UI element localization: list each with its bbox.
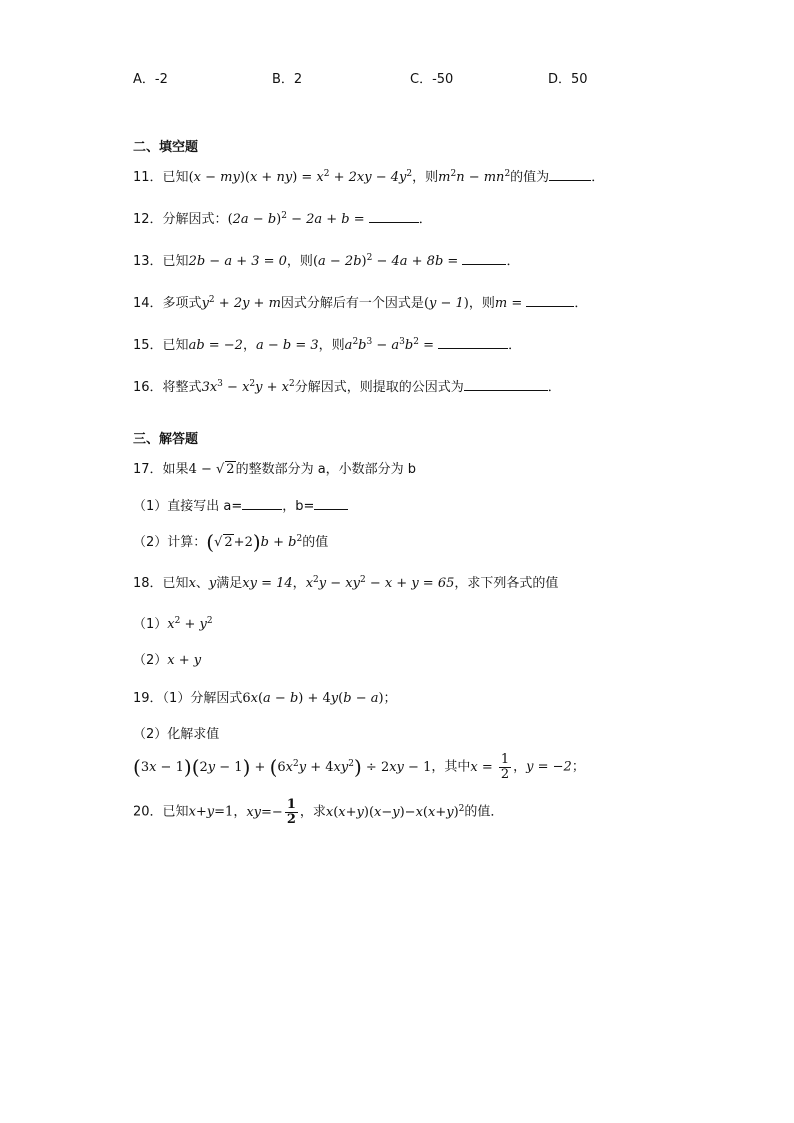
question-text: （2）计算： (133, 535, 207, 550)
question-number: 15． (133, 338, 163, 353)
punctuation: ． (508, 338, 522, 353)
math-expression: $x^2y - xy^2 - x + y = 65$ (305, 575, 455, 591)
math-expression: $x^2 + y^2$ (167, 616, 213, 632)
question-text: 分解因式，则提取的公因式为 (294, 380, 464, 395)
question-text: ，则 (468, 296, 495, 311)
question-text: ，b= (282, 499, 315, 514)
math-expression: $y^2 + 2y + m$ (201, 295, 281, 311)
question-19-part-1 (133, 687, 397, 706)
question-number: 16． (133, 380, 163, 395)
question-text: （1） (133, 617, 168, 632)
question-text: （1）直接写出 a= (133, 499, 243, 514)
punctuation: ， (292, 576, 306, 591)
question-18 (133, 572, 558, 591)
answer-blank[interactable] (462, 252, 506, 265)
question-text: 已知 (162, 254, 189, 269)
math-expression: (y − 1) (423, 296, 469, 311)
math-expression: $3x^3 - x^2y + x^2$ (201, 379, 295, 395)
question-text: （1）分解因式 (162, 691, 243, 706)
question-text: ，则 (412, 170, 439, 185)
choice-b[interactable]: B．2 (272, 72, 303, 87)
question-14 (133, 292, 587, 311)
question-number: 20． (133, 804, 163, 820)
punctuation: ； (383, 691, 397, 706)
punctuation: ． (418, 212, 432, 227)
math-expression: 6x(a − b) + 4y(b − a) (242, 691, 384, 706)
section-2-heading: 二、填空题 (133, 140, 199, 155)
math-expression: x+y=1 (188, 804, 234, 820)
question-19-part-2 (133, 723, 219, 742)
question-text: ，则 (286, 254, 313, 269)
question-20 (133, 798, 503, 826)
question-text: ，求 (299, 804, 326, 820)
question-text: 已知 (162, 804, 189, 820)
answer-blank[interactable] (242, 497, 282, 510)
punctuation: ． (547, 380, 561, 395)
question-text: 的值为 (510, 170, 550, 185)
math-expression: ab = −2 (188, 338, 243, 353)
question-text: ，则 (318, 338, 345, 353)
answer-blank[interactable] (464, 378, 548, 391)
question-12 (133, 208, 432, 227)
question-number: 17． (133, 462, 163, 477)
choice-c[interactable]: C．-50 (410, 72, 454, 87)
math-variable: y (208, 576, 217, 591)
question-text: 分解因式： (162, 212, 228, 227)
math-expression: $(a - 2b)^2 - 4a + 8b$ = (312, 253, 463, 269)
punctuation: ． (591, 170, 605, 185)
answer-blank[interactable] (438, 336, 508, 349)
math-expression: (√ $2+2)b + b^2$ (206, 530, 303, 554)
question-17 (133, 458, 416, 477)
question-16 (133, 376, 561, 395)
math-variable: x (188, 576, 196, 591)
question-text: 因式分解后有一个因式是 (280, 296, 424, 311)
math-expression: xy = 14 (242, 576, 293, 591)
math-expression: 2b − a + 3 = 0 (188, 254, 287, 269)
question-text: 已知 (162, 338, 189, 353)
math-expression: $a^2b^3 - a^3b^2$ = (344, 337, 439, 353)
question-text: 多项式 (162, 296, 202, 311)
question-18-part-1 (133, 613, 213, 632)
math-expression: $(x - my)(x + ny) = x^2 + 2xy - 4y^2$ (188, 169, 413, 185)
question-text: 的整数部分为 a，小数部分为 b (235, 462, 417, 477)
punctuation: ． (506, 254, 520, 269)
answer-blank[interactable] (526, 294, 574, 307)
question-11 (133, 166, 604, 185)
math-expression: x + y (167, 653, 202, 668)
punctuation: ， (513, 759, 527, 775)
punctuation: ； (571, 759, 585, 775)
question-18-part-2 (133, 649, 201, 668)
question-number: 14． (133, 296, 163, 311)
math-expression: $m^2n - mn^2$ (438, 169, 511, 185)
math-expression: $(2a - b)^2 - 2a + b$ = (227, 211, 369, 227)
answer-blank[interactable] (369, 210, 419, 223)
answer-blank[interactable] (549, 168, 591, 181)
question-19-expression (133, 753, 585, 781)
punctuation: ， (233, 804, 247, 820)
question-number: 19． (133, 691, 163, 706)
question-text: 的值． (464, 804, 504, 820)
question-text: 已知 (162, 576, 189, 591)
answer-blank[interactable] (314, 497, 348, 510)
punctuation: 、 (195, 576, 209, 591)
question-text: 的值 (302, 535, 329, 550)
question-number: 13． (133, 254, 163, 269)
math-expression: x = $\frac{1}{2}$ (470, 752, 510, 782)
question-text: （2） (133, 653, 168, 668)
section-3-heading: 三、解答题 (133, 432, 199, 447)
question-15 (133, 334, 521, 353)
question-text: 将整式 (162, 380, 202, 395)
question-number: 11． (133, 170, 163, 185)
question-number: 18． (133, 576, 163, 591)
question-text: （2）化解求值 (133, 727, 220, 742)
question-text: 如果 (162, 462, 189, 477)
math-expression: $(3x - 1)(2y - 1) + (6x^2y + 4xy^2) \div 2xy - 1$ (133, 754, 432, 779)
question-text: ，其中 (431, 759, 471, 775)
question-13 (133, 250, 519, 269)
choice-a[interactable]: A．-2 (133, 72, 168, 87)
punctuation: ． (574, 296, 588, 311)
question-text: 已知 (162, 170, 189, 185)
question-text: ，求下列各式的值 (454, 576, 559, 591)
math-expression: a − b = 3 (255, 338, 319, 353)
question-17-part-2 (133, 530, 329, 554)
question-17-part-1 (133, 495, 348, 514)
punctuation: ， (242, 338, 256, 353)
question-text: 满足 (216, 576, 243, 591)
choice-d[interactable]: D．50 (548, 72, 588, 87)
math-expression: 4 − √ 2 (188, 462, 235, 477)
math-expression: y = −2 (526, 759, 572, 775)
question-number: 12． (133, 212, 163, 227)
math-expression: xy=− $\frac{1}{2}$ (246, 797, 296, 827)
math-expression: $x(x+y)(x-y)-x(x+y)^2$ (325, 803, 465, 820)
math-expression: m = (494, 296, 527, 311)
